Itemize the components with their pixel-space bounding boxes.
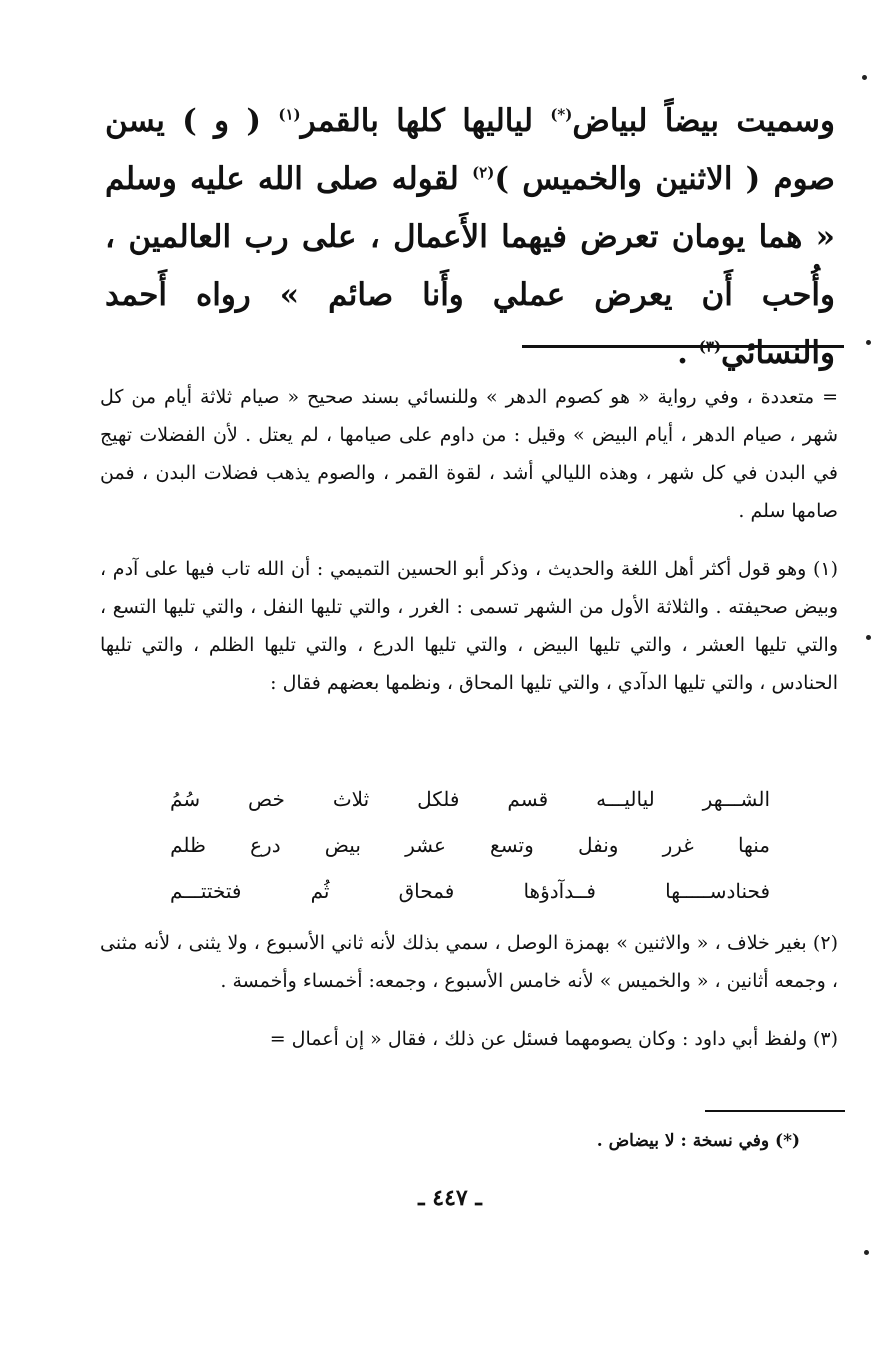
poem-line-1: الشـــهر لياليـــه قسم فلكل ثلاث خص سُمُ	[170, 787, 770, 811]
footnotes-block	[100, 378, 838, 702]
footnote-marker-2[interactable]: (٢)	[472, 163, 495, 182]
poem-line-3: فحنادســـــها فــدآدؤها فمحاق ثُم فتختتـــم	[170, 879, 770, 903]
footnote-marker-3[interactable]: (٣)	[698, 337, 722, 356]
main-paragraph: وسميت بيضاً لبياض(*) لياليها كلها بالقمر$^{(١)}$ ( و ) يسن صوم ( الاثنين والخميس )$^{(٢)}$ لقوله صلى الله عليه وسلم « هما يومان تعرض فيهما الأَعمال ، على رب العالمين ، وأُحب أَن يعرض عملي وأَنا صائم » رواه أَحمد والنسائي$^{(٣)}$ .	[105, 103, 836, 371]
footnote-marker-1[interactable]: (١)	[278, 105, 301, 124]
note-3: (٣) ولفظ أبي داود : وكان يصومهما فسئل عن ذلك ، فقال « إن أعمال =	[269, 1028, 838, 1050]
poem-line-2: منها غرر ونفل وتسع عشر بيض درع ظلم	[170, 833, 770, 857]
scan-dot	[862, 75, 867, 80]
footnotes-block-2	[100, 924, 838, 1058]
footnote-separator	[522, 345, 844, 348]
main-text	[105, 92, 835, 382]
note-2: (٢) بغير خلاف ، « والاثنين » بهمزة الوصل ، سمي بذلك لأنه ثاني الأسبوع ، ولا يثنى ، لأنه مثنى ، وجمعه أثانين ، « والخميس » لأنه خامس الأسبوع ، وجمعه: أخمساء وأخمسة .	[100, 932, 838, 992]
scan-dot	[866, 340, 871, 345]
note-1: (١) وهو قول أكثر أهل اللغة والحديث ، وذكر أبو الحسين التميمي : أن الله تاب فيها على آدم ، وبيض صحيفته . والثلاثة الأول من الشهر تسمى : الغرر ، والتي تليها النفل ، والتي تليها التسع ، والتي تليها العشر ، والتي تليها البيض ، والتي تليها الدرع ، والتي تليها الظلم ، والتي تليها الحنادس ، والتي تليها الدآدي ، والتي تليها المحاق ، ونظمها بعضهم فقال :	[100, 558, 838, 694]
page-number: ـ ٤٤٧ ـ	[418, 1185, 482, 1211]
poem	[170, 776, 770, 914]
variant-separator	[705, 1110, 845, 1112]
footnote-marker-star[interactable]: (*)	[550, 105, 573, 124]
note-continuation: = متعددة ، وفي رواية « هو كصوم الدهر » وللنسائي بسند صحيح « صيام ثلاثة أيام من كل شهر ، صيام الدهر ، أيام البيض » وقيل : من داوم على صيامها ، لم يعتل . لأن الفضلات تهيج في البدن في كل شهر ، وهذه الليالي أشد ، لقوة القمر ، والصوم يذهب فضلات البدن ، فمن صامها سلم .	[100, 386, 838, 522]
variant-footnote: (*) وفي نسخة : لا بيضاض .	[596, 1131, 800, 1151]
scan-dot	[864, 1250, 869, 1255]
scan-dot	[866, 635, 871, 640]
